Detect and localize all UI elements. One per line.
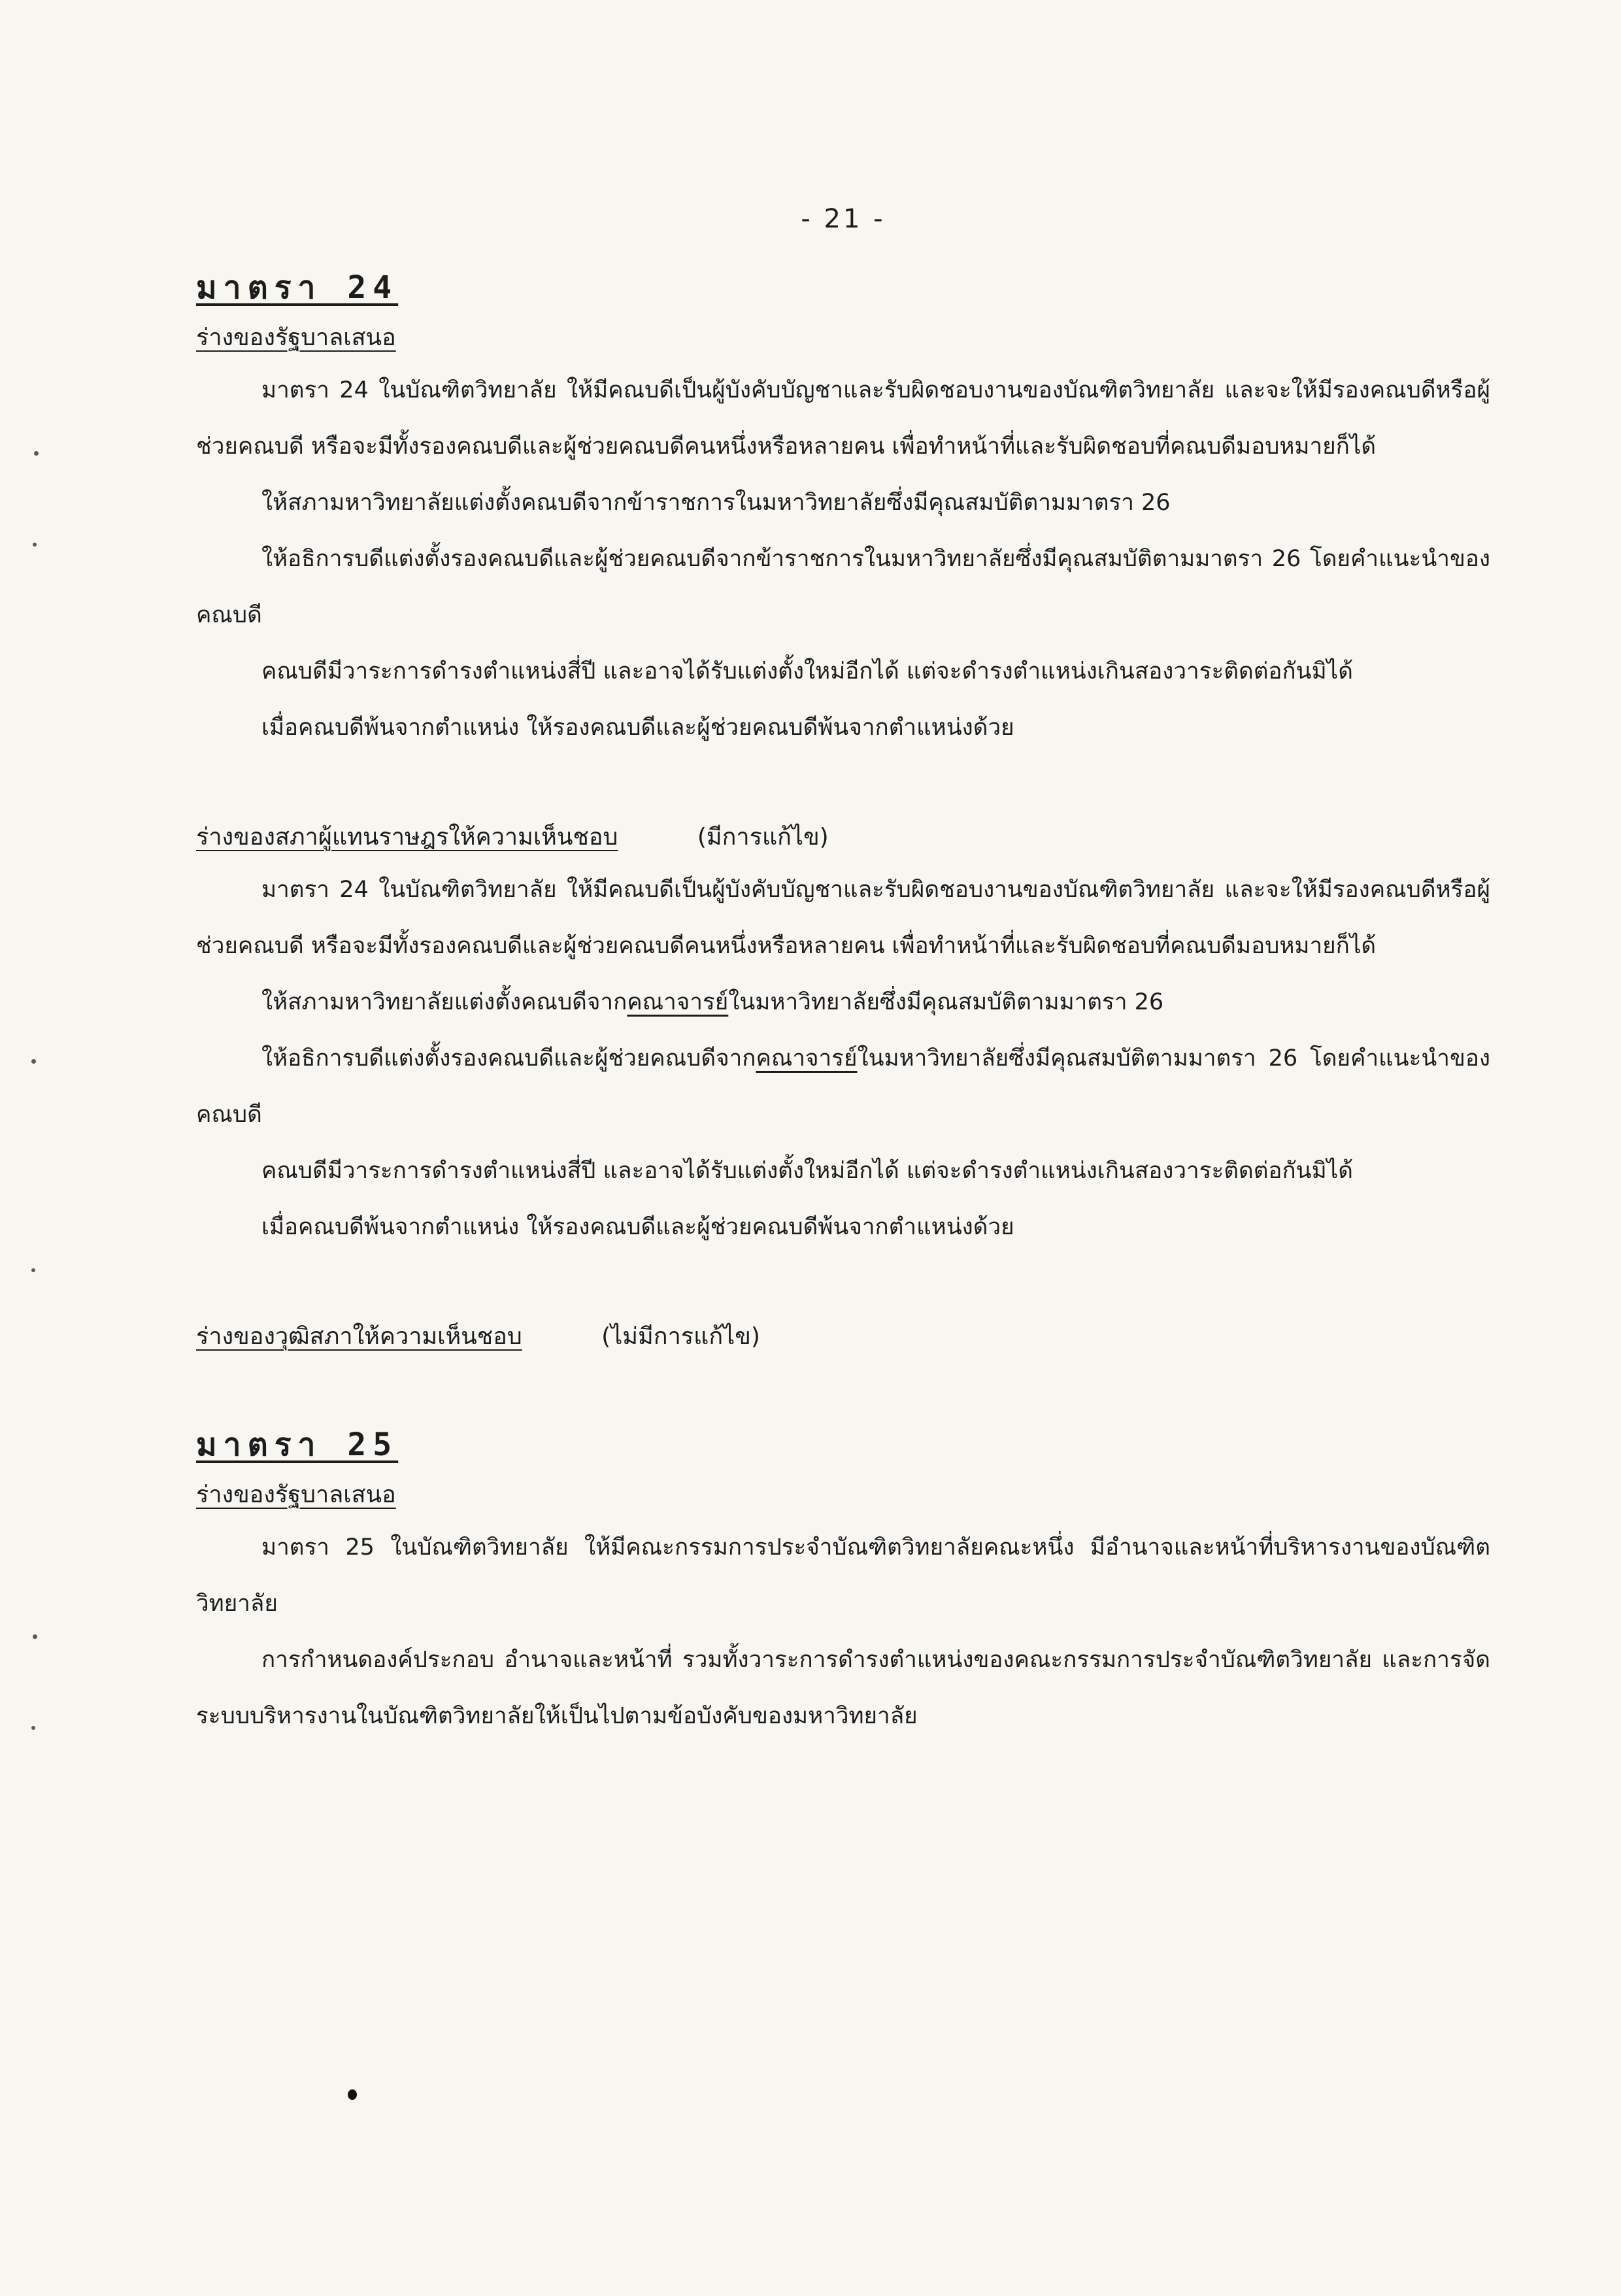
s24-government-draft-title: [196, 314, 1490, 362]
s24-gov-para-2: ให้สภามหาวิทยาลัยแต่งตั้งคณบดีจากข้าราชการในมหาวิทยาลัยซึ่งมีคุณสมบัติตามมาตรา 26: [261, 490, 1171, 516]
s24-house-para-3-underlined: คณาจารย์: [756, 1045, 858, 1072]
document-body: [196, 262, 1490, 1744]
s24-house-para-3-pre: ให้อธิการบดีแต่งตั้งรองคณบดีและผู้ช่วยคณบดีจาก: [261, 1045, 756, 1072]
section-25-heading: มาตรา 25: [196, 1427, 399, 1463]
scan-speck: [33, 1634, 37, 1639]
s25-government-draft-title: [196, 1471, 1490, 1519]
s24-gov-title-text: ร่างของรัฐบาลเสนอ: [196, 324, 396, 351]
s24-house-para-5: เมื่อคณบดีพ้นจากตำแหน่ง ให้รองคณบดีและผู้ช่วยคณบดีพ้นจากตำแหน่งด้วย: [261, 1214, 1014, 1240]
s24-house-para-1: มาตรา 24 ในบัณฑิตวิทยาลัย ให้มีคณบดีเป็นผู้บังคับบัญชาและรับผิดชอบงานของบัณฑิตวิทยาลัย และจะให้มีรองคณบดีหรือผู้ช่วยคณบดี หรือจะมีทั้งรองคณบดีและผู้ช่วยคณบดีคนหนึ่งหรือหลายคน เพื่อทำหน้าที่และรับผิดชอบที่คณบดีมอบหมายก็ได้: [196, 877, 1490, 959]
s24-house-para-3-post: ในมหาวิทยาลัยซึ่งมีคุณสมบัติตามมาตรา 26 โดยคำแนะนำของคณบดี: [196, 1045, 1490, 1128]
s24-house-title-text: ร่างของสภาผู้แทนราษฎรให้ความเห็นชอบ: [196, 824, 618, 851]
s24-house-para-2-pre: ให้สภามหาวิทยาลัยแต่งตั้งคณบดีจาก: [261, 989, 627, 1015]
scan-speck: [34, 451, 39, 456]
scan-speck: [33, 543, 37, 547]
s24-house-draft-title: [196, 813, 1490, 862]
s24-senate-title-text: ร่างของวุฒิสภาให้ความเห็นชอบ: [196, 1323, 522, 1350]
s24-house-para-2-underlined: คณาจารย์: [627, 989, 729, 1015]
s24-senate-amend-note: (ไม่มีการแก้ไข): [601, 1323, 760, 1350]
s25-gov-para-1: มาตรา 25 ในบัณฑิตวิทยาลัย ให้มีคณะกรรมการประจำบัณฑิตวิทยาลัยคณะหนึ่ง มีอำนาจและหน้าที่บริหารงานของบัณฑิตวิทยาลัย: [196, 1534, 1490, 1617]
scan-speck: [348, 2089, 357, 2100]
s25-gov-title-text: ร่างของรัฐบาลเสนอ: [196, 1481, 396, 1508]
s24-gov-para-3: ให้อธิการบดีแต่งตั้งรองคณบดีและผู้ช่วยคณบดีจากข้าราชการในมหาวิทยาลัยซึ่งมีคุณสมบัติตามมาตรา 26 โดยคำแนะนำของคณบดี: [196, 546, 1490, 628]
s24-gov-para-5: เมื่อคณบดีพ้นจากตำแหน่ง ให้รองคณบดีและผู้ช่วยคณบดีพ้นจากตำแหน่งด้วย: [261, 715, 1014, 741]
s24-house-para-4: คณบดีมีวาระการดำรงตำแหน่งสี่ปี และอาจได้รับแต่งตั้งใหม่อีกได้ แต่จะดำรงตำแหน่งเกินสองวาระติดต่อกันมิได้: [261, 1158, 1353, 1184]
scan-speck: [31, 1726, 35, 1730]
s24-house-para-3: [196, 1030, 1490, 1143]
s24-senate-draft-title: [196, 1313, 1490, 1361]
scan-speck: [31, 1268, 35, 1272]
s24-house-para-2-post: ในมหาวิทยาลัยซึ่งมีคุณสมบัติตามมาตรา 26: [728, 989, 1164, 1015]
section-24-heading: มาตรา 24: [196, 269, 399, 306]
s25-gov-para-2: การกำหนดองค์ประกอบ อำนาจและหน้าที่ รวมทั้งวาระการดำรงตำแหน่งของคณะกรรมการประจำบัณฑิตวิทยาลัย และการจัดระบบบริหารงานในบัณฑิตวิทยาลัยให้เป็นไปตามข้อบังคับของมหาวิทยาลัย: [196, 1647, 1490, 1729]
scan-speck: [31, 1059, 36, 1064]
page-number: - 21 -: [801, 204, 886, 234]
s24-house-amend-note: (มีการแก้ไข): [697, 824, 829, 851]
s24-gov-para-1: มาตรา 24 ในบัณฑิตวิทยาลัย ให้มีคณบดีเป็นผู้บังคับบัญชาและรับผิดชอบงานของบัณฑิตวิทยาลัย และจะให้มีรองคณบดีหรือผู้ช่วยคณบดี หรือจะมีทั้งรองคณบดีและผู้ช่วยคณบดีคนหนึ่งหรือหลายคน เพื่อทำหน้าที่และรับผิดชอบที่คณบดีมอบหมายก็ได้: [196, 377, 1490, 460]
s24-gov-para-4: คณบดีมีวาระการดำรงตำแหน่งสี่ปี และอาจได้รับแต่งตั้งใหม่อีกได้ แต่จะดำรงตำแหน่งเกินสองวาระติดต่อกันมิได้: [261, 658, 1353, 684]
s24-house-para-2: [196, 974, 1490, 1030]
